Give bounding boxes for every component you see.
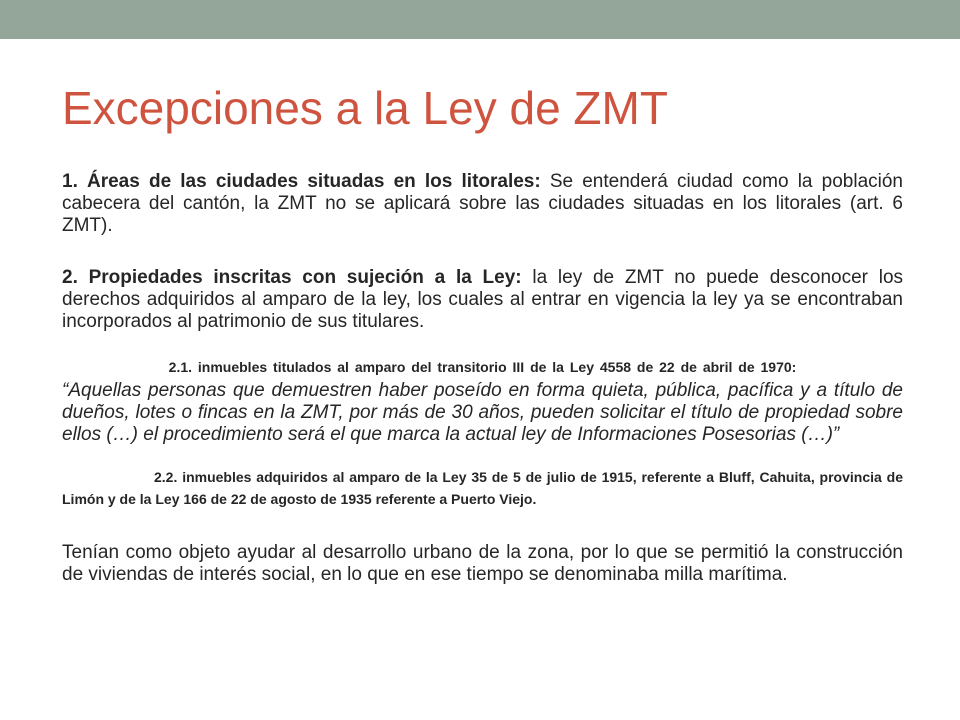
subitem-2-2-paragraph <box>62 466 903 510</box>
item-1-heading: 1. Áreas de las ciudades situadas en los litorales: <box>62 171 541 192</box>
subitem-2-2: 2.2. inmuebles adquiridos al amparo de la Ley 35 de 5 de julio de 1915, referente a Bluff, Cahuita, provincia de Limón y de la Ley 166 de 22 de agosto de 1935 referente a Puerto Viejo. <box>62 469 903 507</box>
item-2-paragraph <box>62 267 903 333</box>
slide-body <box>62 171 903 586</box>
item-2-heading: 2. Propiedades inscritas con sujeción a la Ley: <box>62 267 522 288</box>
top-accent-bar <box>0 0 960 39</box>
item-1-paragraph <box>62 171 903 237</box>
subitem-2-1: 2.1. inmuebles titulados al amparo del transitorio III de la Ley 4558 de 22 de abril de 1970: <box>168 359 797 375</box>
item-1-text: Se entenderá ciudad como la población cabecera del cantón, la ZMT no se aplicará sobre las ciudades situadas en los litorales (art. 6 ZMT). <box>62 171 903 236</box>
slide-title: Excepciones a la Ley de ZMT <box>62 82 668 134</box>
item-2-text: la ley de ZMT no puede desconocer los derechos adquiridos al amparo de la ley, los cuales al entrar en vigencia la ley ya se encontraban incorporados al patrimonio de sus titulares. <box>62 267 904 332</box>
quote-paragraph: “Aquellas personas que demuestren haber poseído en forma quieta, pública, pacífica y a título de dueños, lotes o fincas en la ZMT, por más de 30 años, pueden solicitar el título de propiedad sobre ellos (…) el procedimiento será el que marca la actual ley de Informaciones Posesorias (…)” <box>62 380 903 445</box>
closing-paragraph: Tenían como objeto ayudar al desarrollo urbano de la zona, por lo que se permitió la construcción de viviendas de interés social, en lo que en ese tiempo se denominaba milla marítima. <box>62 542 903 585</box>
